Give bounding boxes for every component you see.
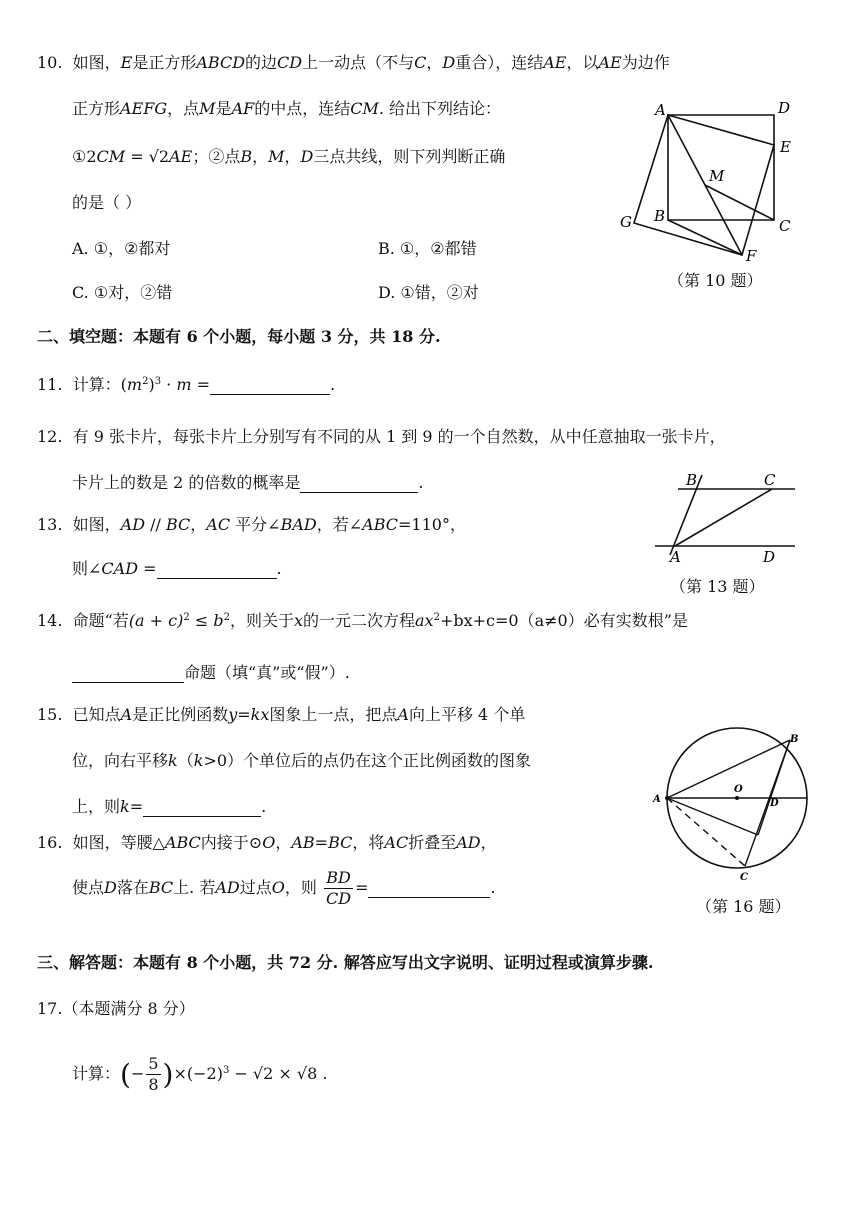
- q16-figure: [650, 720, 820, 890]
- q10-line1: 10. 如图，E是正方形ABCD的边CD上一动点（不与C，D重合），连结AE，以AE为边作: [37, 53, 670, 72]
- q17-expression: 计算：(− $\frac{5}{8}$ )$\times(-2)^3 - √2 \times √8$ .: [72, 1054, 328, 1094]
- q10-option-a: A. ①，②都对: [72, 239, 171, 258]
- q12-answer-blank[interactable]: [300, 473, 418, 493]
- q13-figure: [650, 465, 800, 570]
- q10-option-b: B. ①，②都错: [378, 239, 477, 258]
- fig10-label-g: G: [620, 213, 632, 231]
- q15-line3: 上，则k= .: [72, 797, 267, 816]
- fig16-label-o: O: [734, 784, 743, 795]
- q14-line2: 命题（填“真”或“假”）.: [72, 660, 350, 683]
- fig13-label-c: C: [764, 471, 776, 489]
- fig10-label-c: C: [779, 217, 791, 235]
- fig13-label-a: A: [670, 548, 681, 566]
- q11: 11. 计算：$(m^2)^3 \cdot m$ = .: [37, 375, 336, 394]
- fig16-label-a: A: [653, 794, 661, 805]
- q10-caption: （第 10 题）: [668, 271, 763, 290]
- fig10-label-b: B: [654, 207, 666, 225]
- q13-caption: （第 13 题）: [670, 577, 765, 596]
- fig16-label-b: B: [790, 734, 799, 745]
- q14-line1: 14. 命题“若$(a + c)^2 \le b^2$，则关于x的一元二次方程$ax^2+bx+c=0(a\ne 0)$必有实数根”是: [37, 611, 688, 630]
- fig16-label-c: C: [740, 872, 748, 883]
- fig10-label-d: D: [778, 99, 791, 117]
- q10-option-c: C. ①对，②错: [72, 283, 173, 302]
- fig16-label-d: D: [770, 798, 779, 809]
- fig10-label-a: A: [655, 101, 666, 119]
- q16-answer-blank[interactable]: [368, 878, 490, 898]
- fig10-label-e: E: [780, 138, 791, 156]
- q16-line2: 使点D落在BC上. 若AD过点O，则 $\frac{BD}{CD}$ = .: [72, 868, 496, 908]
- q15-line1: 15. 已知点A是正比例函数y=kx图象上一点，把点A向上平移 4 个单: [37, 705, 526, 724]
- q10-figure: [612, 95, 802, 275]
- q15-line2: 位，向右平移k（k>0）个单位后的点仍在这个正比例函数的图象: [72, 751, 532, 770]
- section-3-heading: 三、解答题：本题有 8 个小题，共 72 分. 解答应写出文字说明、证明过程或演算步骤.: [37, 953, 654, 972]
- q10-line4: 的是（ ）: [72, 193, 142, 212]
- q14-answer-blank[interactable]: [72, 663, 184, 683]
- q13-line2: 则∠CAD = .: [72, 559, 282, 578]
- fig10-label-m: M: [709, 167, 725, 185]
- q17-fraction: $\frac{5}{8}$: [148, 1054, 159, 1094]
- q13-line1: 13. 如图，AD // BC，AC 平分∠BAD，若∠ABC=110°，: [37, 515, 466, 534]
- q16-fraction: $\frac{BD}{CD}$: [325, 868, 352, 908]
- q11-answer-blank[interactable]: [210, 375, 330, 395]
- q16-caption: （第 16 题）: [696, 897, 791, 916]
- fig13-label-d: D: [763, 548, 776, 566]
- q15-answer-blank[interactable]: [143, 797, 261, 817]
- q13-answer-blank[interactable]: [157, 559, 277, 579]
- q12-line1: 12. 有 9 张卡片，每张卡片上分别写有不同的从 1 到 9 的一个自然数，从中任意抽取一张卡片，: [37, 427, 726, 446]
- q10-line2: 正方形AEFG，点M是AF的中点，连结CM. 给出下列结论：: [72, 99, 502, 118]
- q12-line2: 卡片上的数是 2 的倍数的概率是 .: [72, 473, 424, 492]
- section-2-heading: 二、填空题：本题有 6 个小题，每小题 3 分，共 18 分.: [37, 327, 441, 346]
- q16-line1: 16. 如图，等腰△ABC内接于⊙O，AB=BC，将AC折叠至AD，: [37, 833, 497, 852]
- q17-header: 17.（本题满分 8 分）: [37, 999, 195, 1018]
- fig13-label-b: B: [686, 471, 698, 489]
- q10-line3: ①2CM = √2AE；②点B，M，D三点共线，则下列判断正确: [72, 147, 506, 166]
- q10-option-d: D. ①错，②对: [378, 283, 479, 302]
- fig10-label-f: F: [746, 247, 757, 265]
